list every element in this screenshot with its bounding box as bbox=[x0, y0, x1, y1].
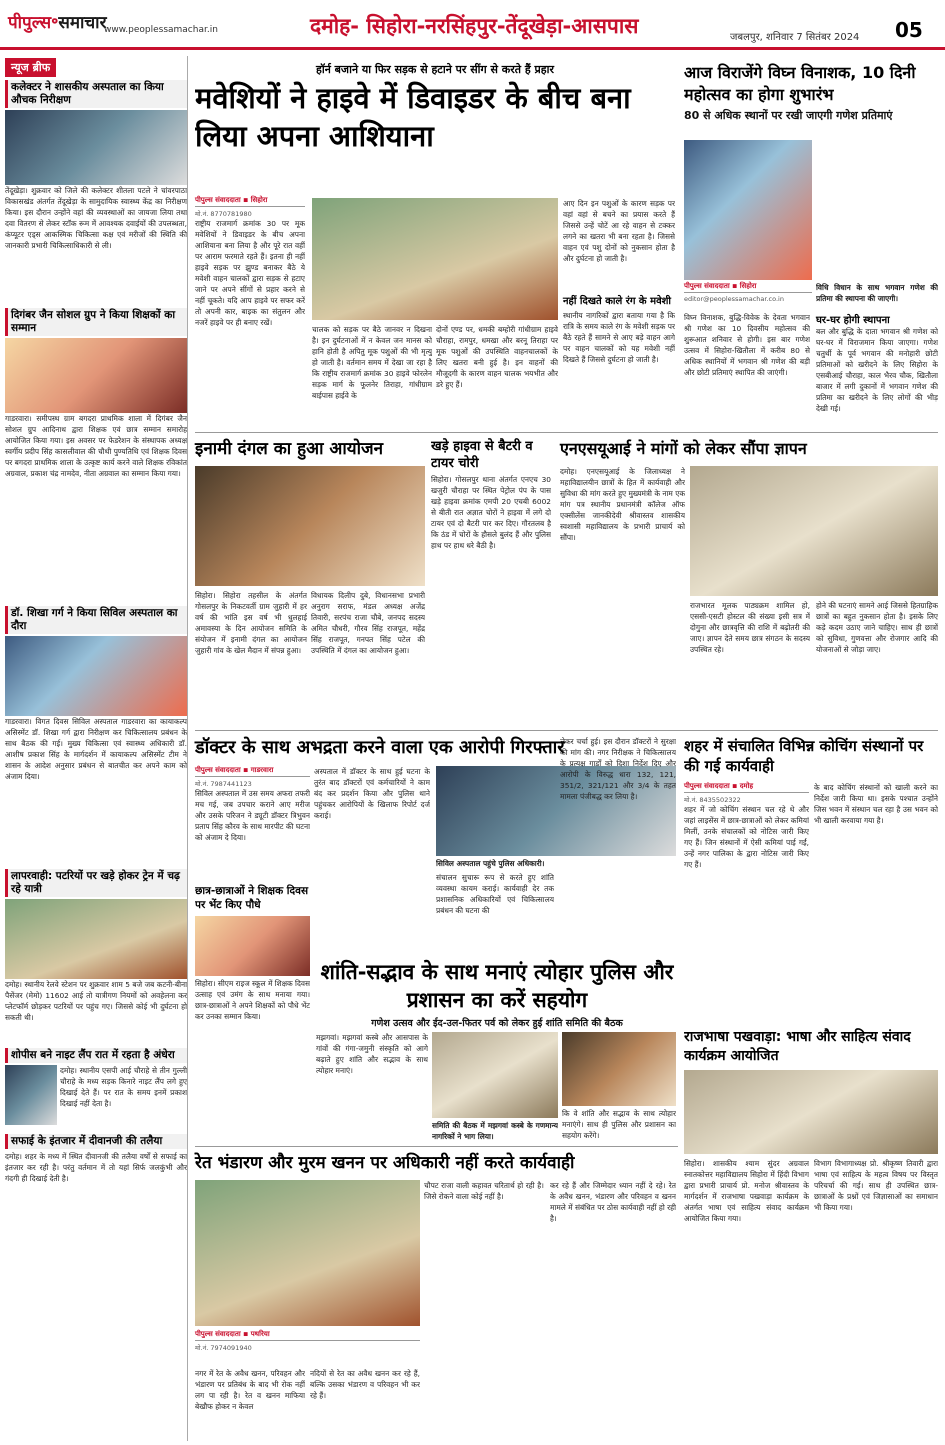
peace-headline: शांति-सद्भाव के साथ मनाएं त्योहार पुलिस और प्रशासन का करें सहयोग bbox=[320, 960, 674, 1012]
peace-caption: समिति की बैठक में मझगवां कस्बे के गणमान्य नागरिकों ने भाग लिया। bbox=[432, 1121, 558, 1140]
theft-body: सिहोरा। गोसलपुर थाना अंतर्गत एनएच 30 खजुरी चौराहा पर स्थित पेट्रोल पंप के पास खड़े हाइवा क्रमांक एमपी 20 एचबी 6002 से बीती रात अज्ञात चोरों ने हाइवा में लगे दो टायर एवं दो बैटरी पार कर दिए। गौरतलब है कि ठंड में चोरों के हौसले बुलंद हैं और पुलिस हाथ पर हाथ धरे बैठी है। bbox=[431, 475, 551, 550]
brief-body: दमोह। शहर के मध्य में स्थित दीवानजी की तलैया वर्षों से सफाई का इंतजार कर रही है। परंतु वर्तमान में तो यहां सिर्फ जलकुंभी और गंदगी ही दिखाई देती है। bbox=[5, 1152, 187, 1183]
byline-place: दमोह bbox=[739, 782, 754, 790]
nsui-body: दमोह। एनएसयूआई के जिलाध्यक्ष ने महाविद्यालयीन छात्रों के हित में कार्यवाही और सुविधा की मांग करते हुए मुख्यमंत्री के नाम एक मांग पत्र स्थानीय प्रधानमंत्री कॉलेज ऑफ एक्सीलेंस जानकीदेवी श्रीवास्तव शासकीय स्वशासी महाविद्यालय के प्रभारी प्राचार्य को सौंपा। bbox=[560, 467, 685, 542]
ganesh-body: बल और बुद्धि के दाता भगवान श्री गणेश को घर-घर में विराजमान किया जाएगा। गणेश चतुर्थी के पूर्व भगवान की मनोहारी छोटी प्रतिमाओं को खरीदने के लिए सिहोरा के एसबीआई चौराहा, काल भैरव चौक, खितौला बाजार में लगी दुकानों में भगवान गणेश की प्रतिमा का खरीदने के लिए लोगों की भीड़ देखी गई। bbox=[816, 327, 938, 413]
brief-body: तेंदूखेड़ा। शुक्रवार को जिले की कलेक्टर शीतला पटले ने चांवरपाठा विकासखंड अंतर्गत तेंदूखेड़ा के सामुदायिक स्वास्थ्य केंद्र का निरीक्षण किया। इस दौरान उन्होंने वहां की व्यवस्थाओं का जायजा लिया तथा दवा वितरण से लेकर स्टॉक रूम में आवश्यक दवाईयों की उपलब्धता, कंप्यूटर एड्स आकस्मिक चिकित्सा कक्ष एवं मरीजों की स्थिति की जानकारी प्रभारी चिकित्साधिकारी से ली। bbox=[5, 186, 187, 250]
mobile-number: मो.नं. 7974091940 bbox=[195, 1344, 252, 1352]
sand-byline-box: पीपुल्स संवाददाता ◾ पथरिया मो.नं. 7974091940 bbox=[195, 1330, 420, 1352]
sand-body: कर रहे हैं और जिम्मेदार ध्यान नहीं दे रहे। रेत के अवैध खनन, भंडारण और परिवहन व खनन मामले में संबंधित पर ठोस कार्यवाही नहीं हो रही है। bbox=[550, 1181, 676, 1223]
dateline: जबलपुर, शनिवार 7 सितंबर 2024 bbox=[730, 32, 860, 43]
byline-place: गाडरवारा bbox=[250, 766, 274, 774]
brief-title: दिगंबर जैन सोशल ग्रुप ने किया शिक्षकों का सम्मान bbox=[5, 308, 187, 336]
brief-body: गाडरवारा। समीपस्थ ग्राम बगदरा प्राथमिक शाला में दिगंबर जैन सोशल ग्रुप आदिनाथ द्वारा शिक्षक एवं छात्र सम्मान समारोह आयोजित किया गया। इस अवसर पर फेडरेशन के संस्थापक अध्यक्ष स्वर्गीय प्रदीप सिंह कासलीवाल की चौथी पुण्यतिथि एवं शिक्षक दिवस पर बगदरा प्राथमिक शाला के उत्कृष्ट कार्य करने वाले शिक्षक रविकांत अग्रवाल, प्रकाश चंद्र नामदेव, नीता अग्रवाल का सम्मान किया गया। bbox=[5, 414, 187, 478]
ganesh-col2 bbox=[816, 312, 938, 432]
peace-photo bbox=[562, 1032, 676, 1106]
peace-story bbox=[316, 958, 678, 1029]
ganesh-story bbox=[684, 62, 938, 123]
lead-col4 bbox=[563, 198, 675, 418]
lead-body: आए दिन इन पशुओं के कारण सड़क पर वहां वहां से बचने का प्रयास करते हैं जिससे उन्हें चोटें आ रहे वाहन से टक्कर लगने का खतरा भी बना रहता है। जिससे वाहन एवं पशु दोनों को नुकसान होता है और दुर्घटना हो जाती है। bbox=[563, 199, 675, 263]
brief-photo bbox=[5, 110, 187, 185]
rajbhasha-headline: राजभाषा पखवाड़ा: भाषा और साहित्य संवाद कार्यक्रम आयोजित bbox=[684, 1029, 911, 1064]
dangal-photo bbox=[195, 466, 425, 586]
dangal-story bbox=[195, 438, 425, 460]
mobile-number: मो.नं. 8770781980 bbox=[195, 210, 252, 218]
nsui-photo bbox=[690, 466, 938, 596]
lead-col1: पीपुल्स संवाददाता ◾ सिहोरा मो.नं. 8770781980 राष्ट्रीय राजमार्ग क्रमांक 30 पर मूक मवेशियों ने डिवाइडर के बीच अपना आशियाना बना लिया है और पूरे रात वहीं पर आराम फरमाते रहते हैं। इतना ही नहीं हाइवे सड़क पर झुण्ड बनाकर बैठे ये मवेशी वाहन चालकों द्वारा सड़क से हटाए जाने पर अपने सींगों से प्रहार करने से नहीं चूकते। यदि आप हाइवे पर सफर करें तो अपनी कार, बाइक का संतुलन और नजरें हाइवे पर ही बनाए रखें। bbox=[195, 196, 305, 433]
brief-body: दमोह। स्थानीय रेलवे स्टेशन पर शुक्रवार शाम 5 बजे जब कटनी-बीना पैसेंजर (मेमो) 11602 आई तो यात्रीगण नियमों को अवहेलना कर प्लेटफॉर्म छोड़कर पटरियों पर पहुंच गए। जिससे कोई भी दुर्घटना हो सकती थी। bbox=[5, 980, 187, 1022]
ganesh-body: विघ्न विनाशक, बुद्धि-विवेक के देवता भगवान श्री गणेश का 10 दिवसीय महोत्सव की शुरूआत शनिवार से होगी। इस बार गणेश उत्सव में सिहोरा-खितौला में करीब 80 से अधिक स्थानियों में भगवान श्री गणेश की बड़ी और छोटी प्रतिमाएं स्थापित की जाएंगी। bbox=[684, 313, 810, 377]
nsui-body: होने की घटनाएं सामने आई जिससे हितग्राहिक छात्रों का बहुत नुकसान होता है। इसके लिए कड़े कदम उठाए जाने चाहिए। साथ ही छात्रों को सुविधा, गुणवत्ता और रोजगार आदि की योजनाओं से जोड़ा जाए। bbox=[816, 601, 938, 654]
sand-headline: रेत भंडारण और मुरम खनन पर अधिकारी नहीं करते कार्यवाही bbox=[195, 1153, 575, 1173]
theft-headline: खड़े हाइवा से बैटरी व टायर चोरी bbox=[431, 439, 533, 471]
byline: पीपुल्स संवाददाता bbox=[195, 1330, 241, 1338]
coaching-body: शहर में जो कोचिंग संस्थान चल रहे थे और जहां लाइसेंस में छात्र-छात्राओं को लेकर कमियां मिलीं, उनके संचालकों को नोटिस जारी किए गए हैं। जिन संस्थानों में ऐसी कमियां पाई गईं, उन्हें नगर पालिका के द्वारा नोटिस जारी किए गए हैं। bbox=[684, 805, 809, 869]
brief-title: लापरवाही: पटरियों पर खड़े होकर ट्रेन में चढ़ रहे यात्री bbox=[5, 869, 187, 897]
newspaper-logo: पीपुल्स॰समाचार bbox=[8, 13, 107, 33]
mobile-number: मो.नं. 7987441123 bbox=[195, 780, 252, 788]
ganesh-deck: 80 से अधिक स्थानों पर रखी जाएगी गणेश प्रतिमाएं bbox=[684, 109, 893, 122]
brief-title: शोपीस बने नाइट लैंप रात में रहता है अंधेरा bbox=[5, 1048, 187, 1063]
brief-title: डॉ. शिखा गर्ग ने किया सिविल अस्पताल का दौरा bbox=[5, 606, 187, 634]
doctor-headline: डॉक्टर के साथ अभद्रता करने वाला एक आरोपी गिरफ्तार bbox=[195, 737, 565, 758]
doctor-body: लेकर चर्चा हुई। इस दौरान डॉक्टरों ने सुरक्षा की मांग की। नगर निरीक्षक ने चिकित्सालय के प्रत्यक्ष गार्डों को दिशा निर्देश दिए और आरोपी के विरुद्ध धारा 132, 121, 351/2, 321/121 और 3/4 के तहत मामला पंजीबद्ध कर लिया है। bbox=[560, 737, 676, 801]
ganesh-headline: आज विराजेंगे विघ्न विनाशक, 10 दिनी महोत्सव का होगा शुभारंभ bbox=[684, 63, 916, 104]
brief-photo bbox=[5, 1065, 57, 1125]
doctor-col1: पीपुल्स संवाददाता ◾ गाडरवारा मो.नं. 7987441123 सिविल अस्पताल में उस समय अफरा तफरी मच गई, जब उपचार कराने आए मरीज और उसके परिजन ने ड्यूटी डॉक्टर त्रिभुवन प्रताप सिंह कौरव के साथ मारपीट की घटना को अंजाम दे दिया। bbox=[195, 766, 310, 888]
coaching-story bbox=[684, 736, 938, 778]
sand-body: चौपट राजा वाली कहावत चरितार्थ हो रही है। जिसे रोकने वाला कोई नहीं है। bbox=[424, 1181, 544, 1201]
lead-subhead: नहीं दिखते काले रंग के मवेशी bbox=[563, 296, 672, 307]
coaching-col1: पीपुल्स संवाददाता ◾ दमोह मो.नं. 8435502322 शहर में जो कोचिंग संस्थान चल रहे थे और जहां लाइसेंस में छात्र-छात्राओं को लेकर कमियां मिलीं, उनके संचालकों को नोटिस जारी किए गए हैं। जिन संस्थानों में ऐसी कमियां पाई गईं, उन्हें नगर पालिका के द्वारा नोटिस जारी किए गए हैं। bbox=[684, 782, 809, 1024]
lead-body: दोनों एण्ड पर, धमकी बम्होरी गांधीग्राम हाइवे चौराहा, रामपुर, धमखा और बरनू तिराहा पर मूक पशुओं की उपस्थिति वाहनचालकों के लिए खतरा बनी हुई है। इन वाहनों की मौजूदगी के कारण वाहन चालक भयभीत और डरे हुए हैं। bbox=[436, 325, 558, 389]
peace-deck: गणेश उत्सव और ईद-उल-फितर पर्व को लेकर हुई शांति समिति की बैठक bbox=[371, 1018, 623, 1029]
brief-title: सफाई के इंतजार में दीवानजी की तलैया bbox=[5, 1134, 187, 1149]
sand-body: नदियों से रेत का अवैध खनन कर रहे हैं, बल्कि उसका भंडारण व परिवहन भी कर रहे हैं। bbox=[310, 1369, 420, 1400]
coaching-body: के बाद कोचिंग संस्थानों को खाली करने का निर्देश जारी किया था। इसके पश्चात उन्होंने जिस भवन में संस्थान चल रहा है उस भवन को भी खाली करवाया गया है। bbox=[814, 783, 938, 825]
lead-body: राष्ट्रीय राजमार्ग क्रमांक 30 पर मूक मवेशियों ने डिवाइडर के बीच अपना आशियाना बना लिया है और पूरे रात वहीं पर आराम फरमाते रहते हैं। इतना ही नहीं हाइवे सड़क पर झुण्ड बनाकर बैठे ये मवेशी वाहन चालकों द्वारा सड़क से हटाए जाने पर अपने सींगों से प्रहार करने से नहीं चूकते। यदि आप हाइवे पर सफर करें तो अपनी कार, बाइक का संतुलन और नजरें हाइवे पर ही बनाए रखें। bbox=[195, 219, 305, 327]
coaching-headline: शहर में संचालित विभिन्न कोचिंग संस्थानों पर की गई कार्यवाही bbox=[684, 737, 924, 775]
byline: पीपुल्स संवाददाता bbox=[195, 766, 241, 774]
brief-body: गाडरवारा। विगत दिवस सिविल अस्पताल गाडरवारा का कायाकल्प असिस्मेंट डॉ. शिखा गर्ग द्वारा निरीक्षण कर चिकित्सालय प्रबंधन के साथ बैठक की गई। मुख्य चिकित्सा एवं स्वास्थ्य अधिकारी डॉ. आशीष प्रकाश सिंह के मार्गदर्शन में कायाकल्प असिस्मेंट टीम ने शासन के आदेश अनुसार प्रबंधन से बातचीत कर अपने काम को अंजाम दिया। bbox=[5, 717, 187, 781]
sand-story bbox=[195, 1152, 678, 1174]
email: editor@peoplessamachar.co.in bbox=[684, 295, 784, 303]
section-title: दमोह- सिहोरा-नरसिंहपुर-तेंदूखेड़ा-आसपास bbox=[310, 14, 639, 38]
tree-photo bbox=[195, 916, 310, 976]
ganesh-byline: पीपुल्स संवाददाता ◾ सिहोरा editor@peoplessamachar.co.in bbox=[684, 282, 812, 303]
tree-story bbox=[195, 884, 310, 1098]
doctor-caption: सिविल अस्पताल पहुंचे पुलिस अधिकारी। bbox=[436, 859, 545, 868]
doctor-body: सिविल अस्पताल में उस समय अफरा तफरी मच गई, जब उपचार कराने आए मरीज और उसके परिजन ने ड्यूटी डॉक्टर त्रिभुवन प्रताप सिंह कौरव के साथ मारपीट की घटना को अंजाम दे दिया। bbox=[195, 789, 310, 842]
ganesh-photo bbox=[684, 140, 812, 280]
sand-photo bbox=[195, 1180, 420, 1326]
rajbhasha-body: सिहोरा। शासकीय श्याम सुंदर अग्रवाल स्नातकोत्तर महाविद्यालय सिहोरा में हिंदी विभाग द्वारा प्रभारी प्राचार्य प्रो. मनोज श्रीवास्तव के मार्गदर्शन में राजभाषा पखवाड़ा कार्यक्रम के अंतर्गत भाषा एवं साहित्य संवाद कार्यक्रम आयोजित किया गया। bbox=[684, 1159, 809, 1223]
dangal-body: विधायक दिलीप दुबे, विधानसभा प्रभारी अनुराग सराफ, मंडल अध्यक्ष अजेंद्र तिवारी, सरपंच राजा चौबे, जनपद सदस्य अमित चौधरी, गौरव सिंह राजपूत, महेंद्र सिंह राजपूत, गनपत सिंह पटेल की उपस्थिति में दंगल का आयोजन हुआ। bbox=[311, 591, 425, 655]
sand-body: नगर में रेत के अवैध खनन, परिवहन और भंडारण पर प्रतिबंध के बाद भी रोक नहीं लग पा रही है। रेत व खनन माफिया बेखौफ होकर न केवल bbox=[195, 1369, 305, 1411]
byline: पीपुल्स संवाददाता bbox=[195, 196, 241, 204]
logo-dot: ॰ bbox=[51, 13, 59, 33]
peace-body: मझगवां। मझगवां कस्बे और आसपास के गांवों की गंगा-जमुनी संस्कृति को आगे बढ़ाते हुए शांति और सद्भाव के साथ त्योहार मनाएं। bbox=[316, 1033, 428, 1075]
masthead bbox=[0, 0, 945, 50]
peace-body: कि वे शांति और सद्भाव के साथ त्योहार मनाएंगे। साथ ही पुलिस और प्रशासन का सहयोग करेंगे। bbox=[562, 1109, 676, 1140]
byline-place: सिहोरा bbox=[250, 196, 268, 204]
ganesh-subhead: घर-घर होगी स्थापना bbox=[816, 315, 890, 326]
dangal-headline: इनामी दंगल का हुआ आयोजन bbox=[195, 439, 384, 459]
lead-story bbox=[195, 62, 675, 157]
page-number: 05 bbox=[895, 18, 923, 42]
doctor-body: संचालन सुचारू रूप से करते हुए शांति व्यवस्था कायम कराई। कार्यवाही देर तक प्रशासनिक अधिकारियों एवं चिकित्सालय प्रबंधन की घटना की bbox=[436, 873, 554, 915]
rajbhasha-body: विभाग विभागाध्यक्ष प्रो. श्रीकृष्ण तिवारी द्वारा भाषा एवं साहित्य के महत्व विषय पर विस्तृत परिचर्चा की गई। साथ ही उपस्थित छात्र-छात्राओं के प्रश्नों एवं जिज्ञासाओं का समाधान भी किया गया। bbox=[814, 1159, 938, 1212]
brief-photo bbox=[5, 899, 187, 979]
brief-body: दमोह। स्थानीय एसपी आई चौराहे से तीन गुल्ली चौराहे के मध्य सड़क किनारे नाइट लैंप लगे हुए दिखाई देते हैं। पर रात के समय इनमें प्रकाश दिखाई नहीं देता है। bbox=[60, 1066, 187, 1108]
byline: पीपुल्स संवाददाता bbox=[684, 782, 730, 790]
dangal-body: सिहोरा। सिहोरा तहसील के अंतर्गत गोसलपुर के निकटवर्ती ग्राम जुहारी में हर वर्ष की भांति इस वर्ष भी धुलहाई अमावस्या के दिन आयोजन समिति के संयोजन में इनामी दंगल का आयोजन जुहारी गांव के खेल मैदान में संपन्न हुआ। bbox=[195, 591, 307, 655]
theft-story bbox=[431, 438, 551, 719]
ganesh-caption: विधि विधान के साथ भगवान गणेश की प्रतिमा की स्थापना की जाएगी। bbox=[816, 283, 938, 303]
tree-headline: छात्र-छात्राओं ने शिक्षक दिवस पर भेंट किए पौधे bbox=[195, 885, 309, 911]
nsui-story bbox=[560, 438, 938, 460]
tree-body: सिहोरा। सीएम राइज स्कूल में शिक्षक दिवस उत्साह एवं उमंग के साथ मनाया गया। छात्र-छात्राओं ने अपने शिक्षकों को पौधे भेंट कर उनका सम्मान किया। bbox=[195, 979, 310, 1021]
rajbhasha-photo bbox=[684, 1070, 938, 1154]
byline-place: पथरिया bbox=[250, 1330, 270, 1338]
byline-place: सिहोरा bbox=[739, 282, 757, 290]
mobile-number: मो.नं. 8435502322 bbox=[684, 796, 741, 804]
brief-photo bbox=[5, 338, 187, 413]
doctor-body: अस्पताल में डॉक्टर के साथ हुई घटना के तुरंत बाद डॉक्टरों एवं कर्मचारियों ने काम बंद कर प्रदर्शन किया और पुलिस थाने पहुंचकर आरोपियों के खिलाफ रिपोर्ट दर्ज कराई। bbox=[314, 767, 430, 820]
rajbhasha-story bbox=[684, 1028, 938, 1156]
brief-title: कलेक्टर ने शासकीय अस्पताल का किया औचक निरीक्षण bbox=[5, 80, 187, 108]
lead-headline: मवेशियों ने हाइवे में डिवाइडर के बीच बना लिया अपना आशियाना bbox=[195, 81, 631, 153]
news-brief-tag: न्यूज ब्रीफ bbox=[5, 58, 56, 77]
cattle-photo bbox=[312, 198, 558, 320]
brief-photo bbox=[5, 636, 187, 716]
nsui-headline: एनएसयूआई ने मांगों को लेकर सौंपा ज्ञापन bbox=[560, 439, 807, 458]
peace-photo bbox=[432, 1032, 558, 1118]
byline: पीपुल्स संवाददाता bbox=[684, 282, 730, 290]
lead-kicker: हॉर्न बजाने या फिर सड़क से हटाने पर सींग से करते हैं प्रहार bbox=[316, 63, 554, 76]
lead-body: चालक को सड़क पर बैठे जानवर न दिखना है। इन दुर्घटनाओं में न केवल जन मानस को हानि होती है अपितु मूक पशुओं की भी मृत्यु हो जाती है। वर्तमान समय में देखा जा रहा है कि राष्ट्रीय राजमार्ग क्रमांक 30 हाइवे फोरलेन सड़क मार्ग के फूलनेर तिराहा, गांधीग्राम बाईपास हाईवे के bbox=[312, 325, 432, 400]
news-brief-column bbox=[5, 56, 188, 1441]
lead-body: स्थानीय नागरिकों द्वारा बताया गया है कि रात्रि के समय काले रंग के मवेशी सड़क पर बैठे रहते हैं सामने से आए बड़े वाहन आगे पर वाहन चालकों को यह मवेशी नहीं दिखते हैं जिससे दुर्घटना हो जाती है। bbox=[563, 311, 675, 364]
website-url: www.peoplessamachar.in bbox=[104, 25, 218, 35]
nsui-body: राजभारत मूलक पाठ्यक्रम शामिल हो, एससी-एसटी होस्टल की संख्या इसी सत्र में दोगुना और छात्रवृत्ति की राशि में बढ़ोतरी की जाए। ज्ञापन देते समय छात्र संगठन के सदस्य उपस्थित रहे। bbox=[690, 601, 810, 654]
